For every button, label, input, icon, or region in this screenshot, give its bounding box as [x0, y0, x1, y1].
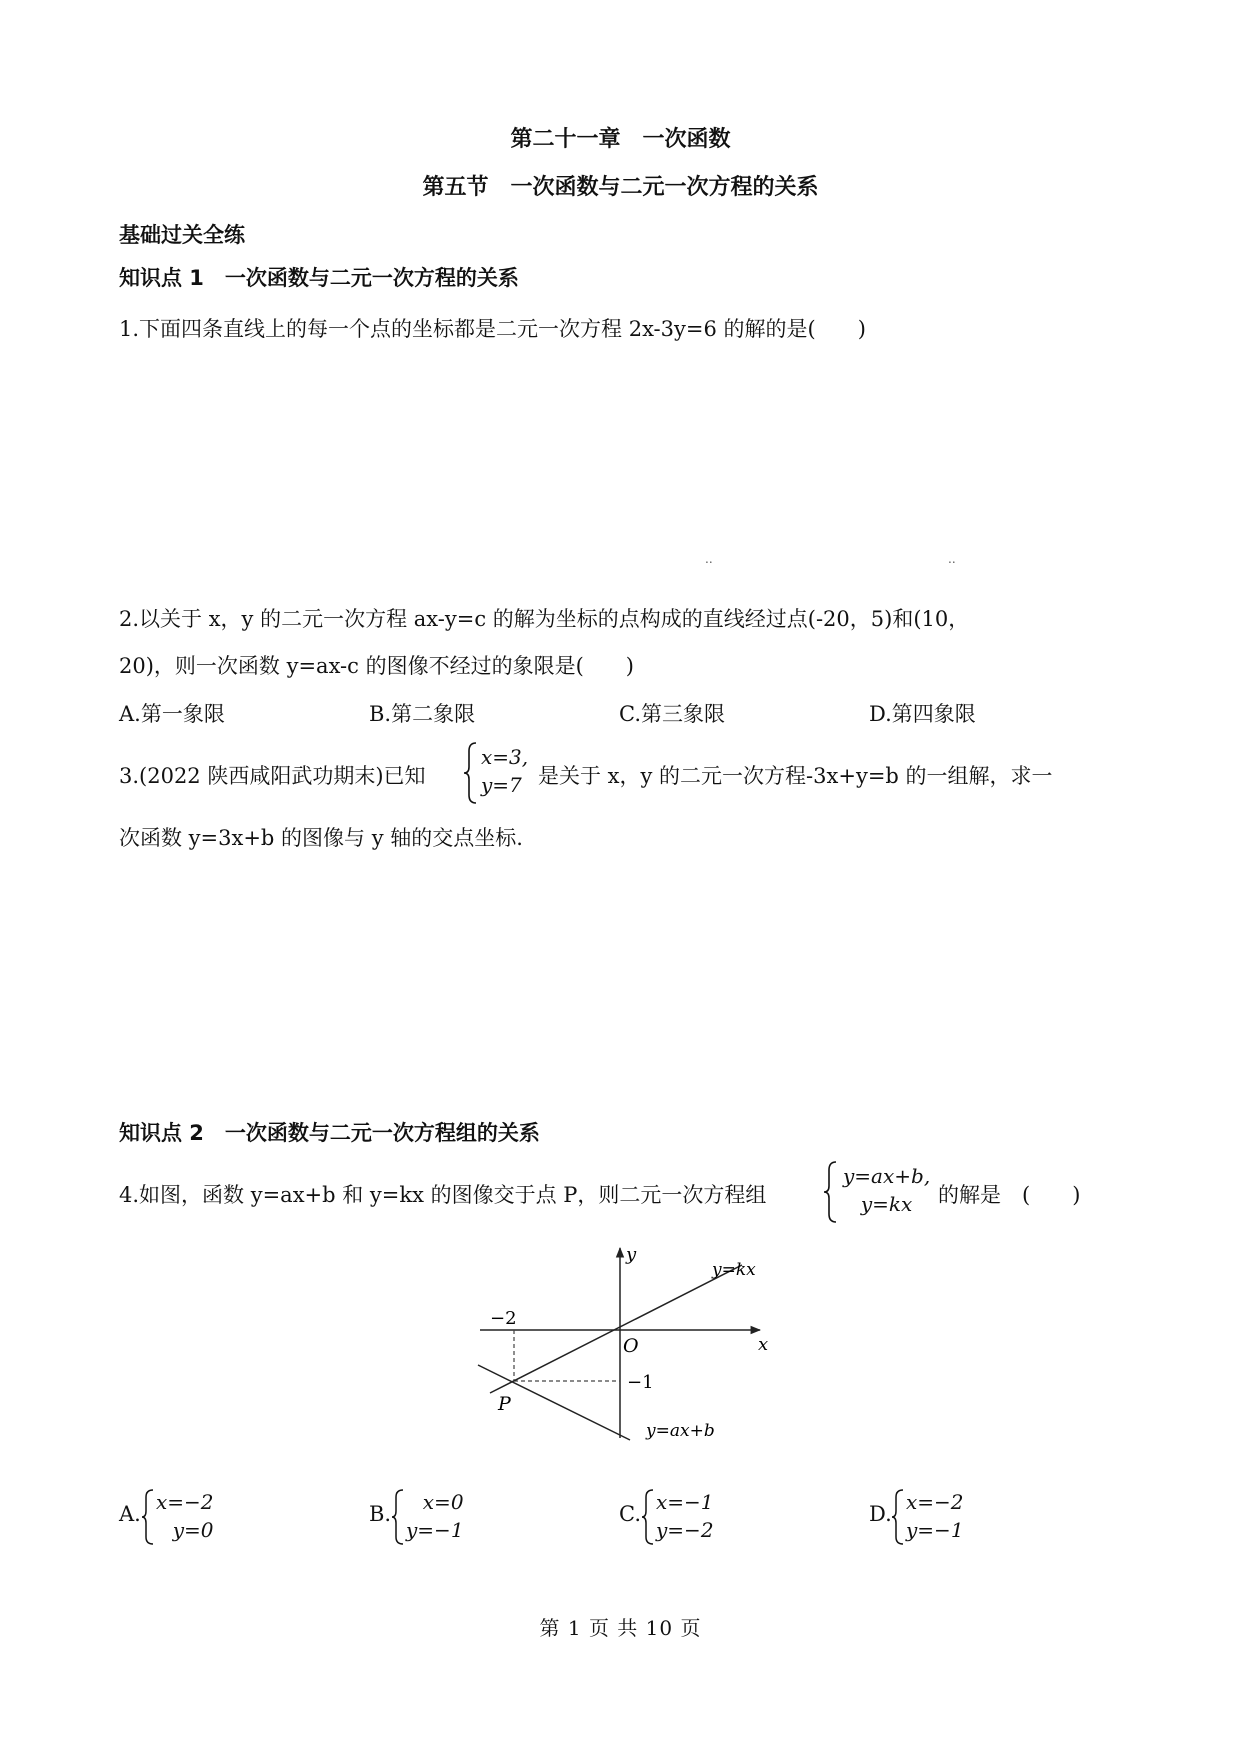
- q4-option-c-brace: [641, 1488, 655, 1546]
- q3-system-row-1: x=3,: [481, 745, 529, 769]
- q4-option-d-row-1: x=−2: [906, 1490, 964, 1514]
- q4-option-d-brace: [891, 1488, 905, 1546]
- section-title: 第五节 一次函数与二元一次方程的关系: [422, 175, 819, 200]
- q4-brace: [823, 1160, 839, 1224]
- q4-option-d-label: D.: [869, 1502, 892, 1526]
- q3-system-row-2: y=7: [481, 773, 522, 797]
- q2-option-c: C.第三象限: [619, 702, 725, 726]
- question-2-line-2: 20)，则一次函数 y=ax-c 的图像不经过的象限是( ): [119, 654, 634, 678]
- q4-option-c-row-1: x=−1: [656, 1490, 714, 1514]
- line-y-kx-label: y=kx: [712, 1260, 756, 1280]
- q4-system-row-2: y=kx: [860, 1192, 913, 1216]
- q4-option-c-row-2: y=−2: [656, 1518, 714, 1542]
- q4-figure: [470, 1240, 770, 1445]
- q4-option-b-system: [406, 1488, 464, 1544]
- q4-option-d-row-2: y=−1: [906, 1518, 964, 1542]
- q4-system: [843, 1162, 930, 1218]
- q4-option-c-label: C.: [619, 1502, 641, 1526]
- question-1: 1.下面四条直线上的每一个点的坐标都是二元一次方程 2x-3y=6 的解的是( ): [119, 317, 866, 341]
- question-3-line-2: 次函数 y=3x+b 的图像与 y 轴的交点坐标.: [119, 826, 523, 850]
- practice-title: 基础过关全练: [119, 223, 245, 247]
- q4-option-d-system: [906, 1488, 964, 1544]
- question-4-suffix: 的解是 ( ): [938, 1183, 1081, 1207]
- chapter-title: 第二十一章 一次函数: [510, 127, 731, 152]
- question-3-prefix: 3.(2022 陕西咸阳武功期末)已知: [119, 764, 426, 788]
- q4-system-row-1: y=ax+b,: [843, 1164, 931, 1188]
- q2-option-d: D.第四象限: [869, 702, 976, 726]
- x-axis-label: x: [758, 1334, 769, 1355]
- point-p-label: P: [498, 1393, 511, 1415]
- knowledge-point-2: 知识点 2 一次函数与二元一次方程组的关系: [119, 1121, 540, 1145]
- question-4-prefix: 4.如图，函数 y=ax+b 和 y=kx 的图像交于点 P，则二元一次方程组: [119, 1183, 767, 1207]
- q3-system: [481, 743, 528, 799]
- figure-mark-right: ..: [948, 552, 956, 566]
- q4-option-a-row-1: x=−2: [156, 1490, 214, 1514]
- page-footer: 第 1 页 共 10 页: [539, 1616, 702, 1640]
- figure-mark-left: ..: [705, 552, 713, 566]
- q4-option-a-label: A.: [119, 1502, 141, 1526]
- line-y-kx: [490, 1265, 742, 1393]
- y-tick-label: −1: [627, 1372, 654, 1393]
- q4-option-a-brace: [141, 1488, 155, 1546]
- x-tick-label: −2: [490, 1308, 517, 1329]
- q4-option-c-system: [656, 1488, 714, 1544]
- origin-label: O: [623, 1335, 639, 1357]
- y-axis-label: y: [626, 1244, 637, 1265]
- question-2-line-1: 2.以关于 x，y 的二元一次方程 ax-y=c 的解为坐标的点构成的直线经过点(-20，5)和(10，: [119, 607, 970, 631]
- q4-option-b-label: B.: [369, 1502, 392, 1526]
- line-y-ax-b-label: y=ax+b: [646, 1421, 715, 1441]
- q4-option-b-brace: [391, 1488, 405, 1546]
- knowledge-point-1: 知识点 1 一次函数与二元一次方程的关系: [119, 266, 519, 290]
- q4-option-a-row-2: y=0: [172, 1518, 214, 1542]
- q3-brace: [463, 741, 479, 805]
- q2-option-a: A.第一象限: [119, 702, 225, 726]
- q4-option-b-row-2: y=−1: [406, 1518, 464, 1542]
- q2-option-b: B.第二象限: [369, 702, 476, 726]
- q4-option-b-row-1: x=0: [422, 1490, 464, 1514]
- q4-option-a-system: [156, 1488, 214, 1544]
- question-3-suffix: 是关于 x，y 的二元一次方程-3x+y=b 的一组解，求一: [538, 764, 1053, 788]
